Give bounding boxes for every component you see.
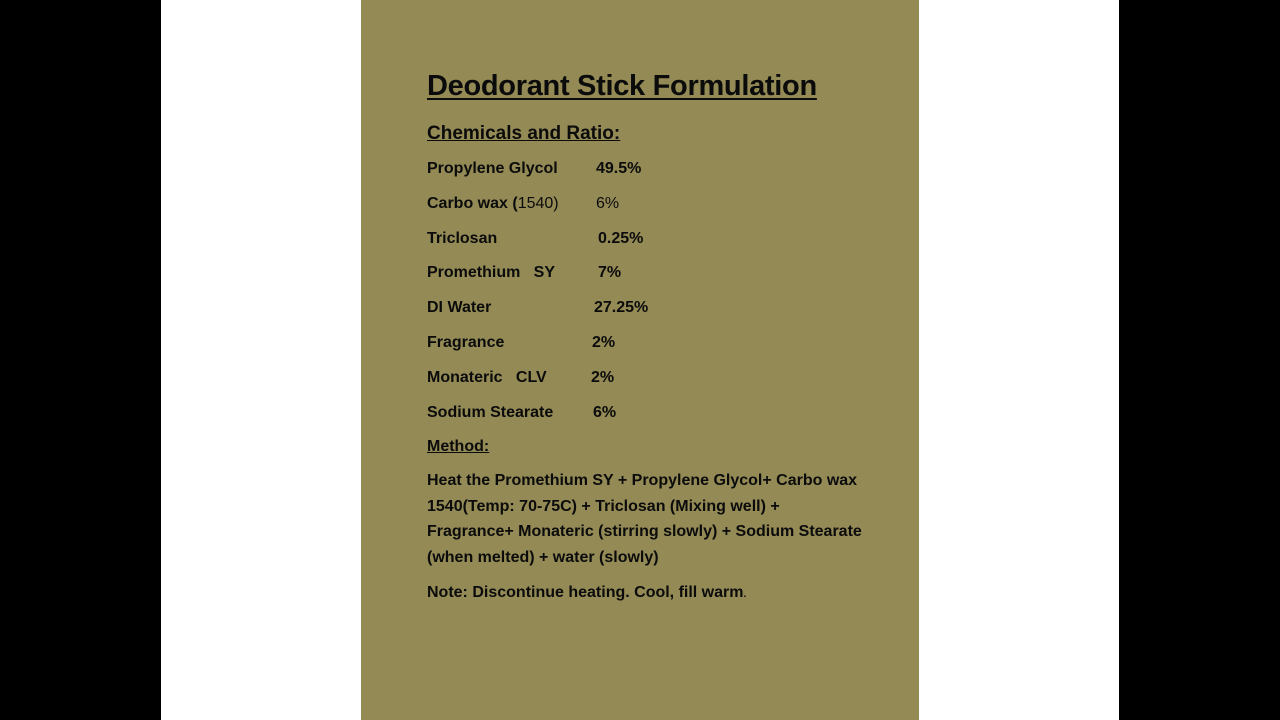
chemical-name: DI Water — [427, 299, 492, 317]
note-text: Discontinue heating. Cool, fill warm — [472, 584, 744, 602]
chemical-ratio: 6% — [596, 194, 620, 212]
slide-content — [427, 66, 897, 607]
chemicals-list — [427, 152, 897, 430]
chemical-name: Sodium Stearate — [427, 403, 554, 421]
chemical-row — [427, 187, 897, 222]
chemical-ratio: 7% — [598, 264, 622, 282]
method-heading: Method: — [427, 438, 490, 456]
chemicals-heading: Chemicals and Ratio: — [427, 123, 621, 144]
chemical-row — [427, 256, 897, 291]
note-label: Note: — [427, 584, 468, 602]
note — [427, 580, 897, 607]
chemical-row — [427, 291, 897, 326]
chemical-name-main: Carbo wax ( — [427, 194, 518, 212]
chemical-name: Triclosan — [427, 229, 498, 247]
chemical-name-tail: 1540) — [517, 194, 559, 212]
chemical-name: Propylene Glycol — [427, 160, 558, 177]
chemical-row — [427, 361, 897, 396]
chemical-name: Promethium SY — [427, 264, 556, 282]
chemical-row — [427, 152, 897, 187]
chemical-row — [427, 222, 897, 257]
chemical-row — [427, 396, 897, 431]
slide — [361, 0, 919, 720]
chemical-name — [427, 187, 559, 222]
chemical-ratio: 2% — [592, 333, 616, 351]
chemical-ratio: 0.25% — [598, 229, 644, 247]
chemical-name: Monateric CLV — [427, 368, 547, 386]
chemical-row — [427, 326, 897, 361]
method-text: Heat the Promethium SY + Propylene Glycol+ Carbo wax 1540(Temp: 70-75C) + Triclosan (Mixing well) + Fragrance+ Monateric (stirring slowly) + Sodium Stearate (when melted) + water (slowly) — [427, 472, 862, 566]
chemical-ratio: 2% — [591, 368, 615, 386]
slide-title: Deodorant Stick Formulation — [427, 70, 817, 102]
chemical-ratio: 6% — [593, 403, 617, 421]
note-end: . — [743, 589, 747, 601]
chemical-name: Fragrance — [427, 333, 505, 351]
chemical-ratio: 27.25% — [594, 299, 649, 317]
chemical-ratio: 49.5% — [596, 160, 642, 177]
